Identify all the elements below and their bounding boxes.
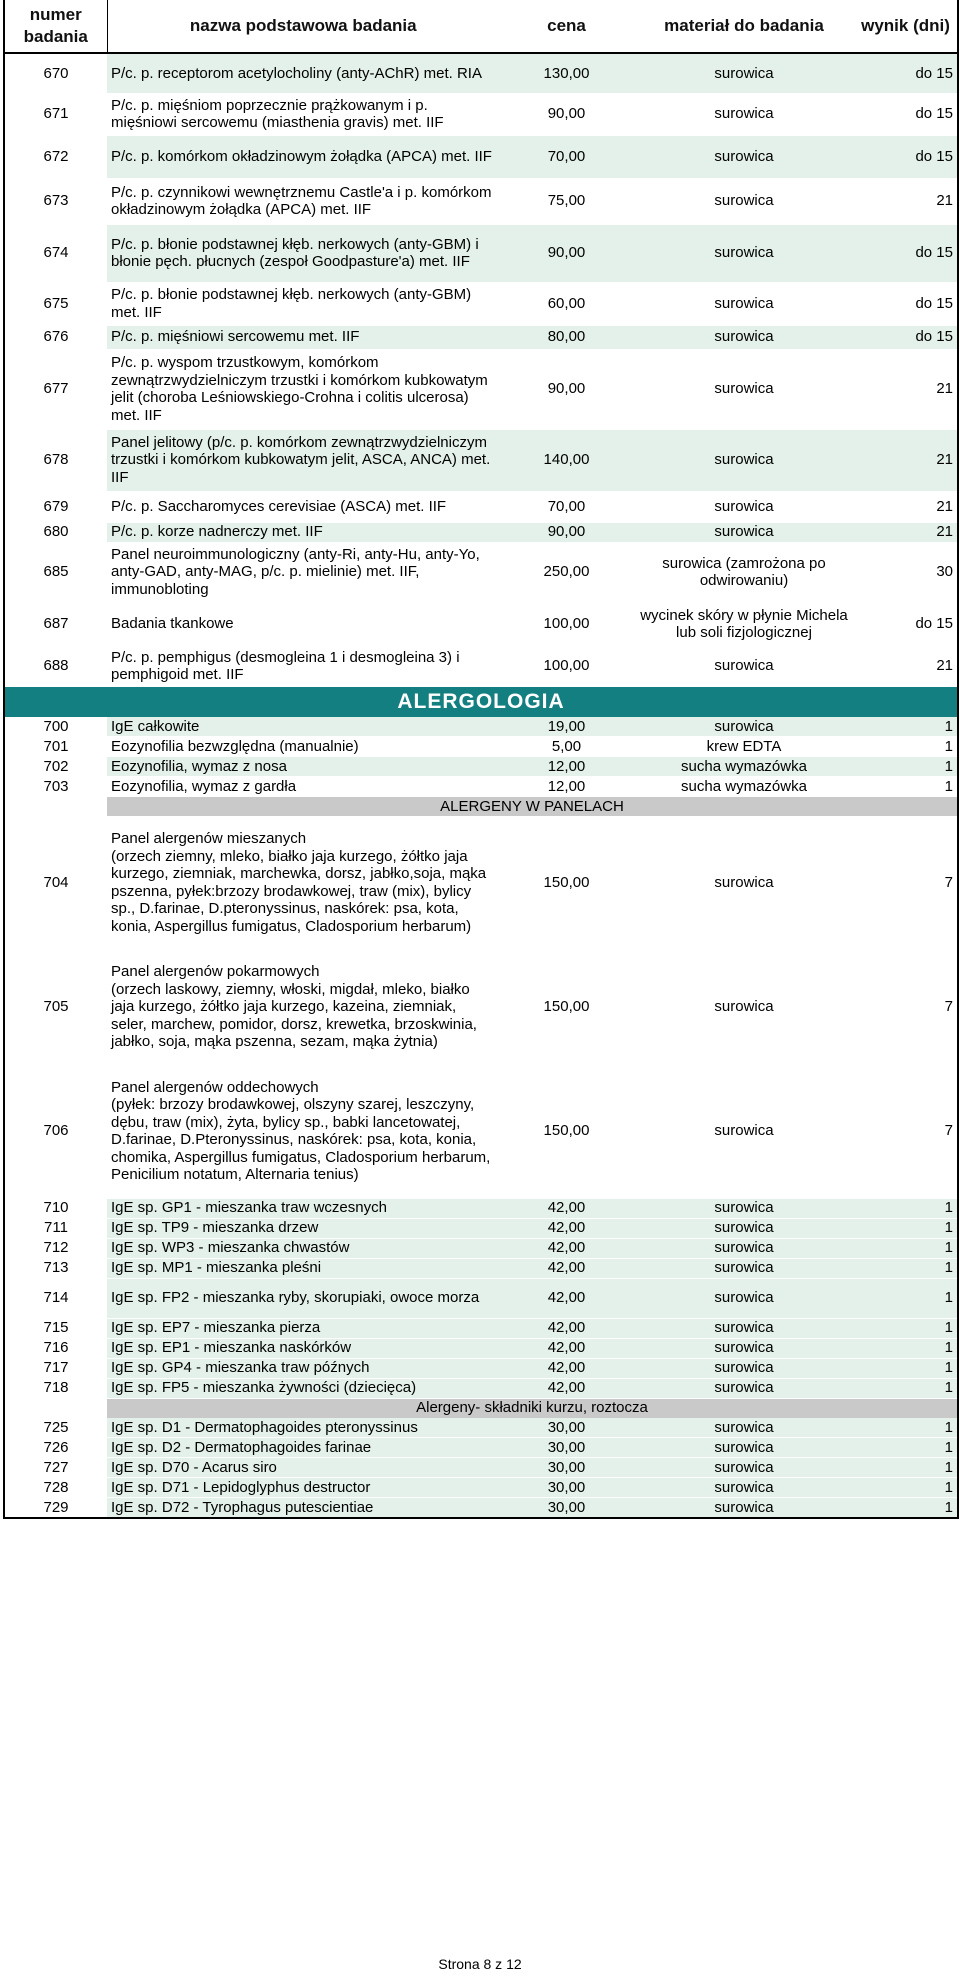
test-price: 250,00 — [499, 542, 634, 602]
table-row — [4, 1198, 958, 1218]
test-result-days: 1 — [854, 1438, 958, 1458]
test-name: Eozynofilia, wymaz z nosa — [107, 757, 499, 777]
table-row — [4, 224, 958, 282]
test-material: surowica — [634, 1338, 854, 1358]
test-result-days: 1 — [854, 1258, 958, 1278]
test-name: IgE sp. TP9 - mieszanka drzew — [107, 1218, 499, 1238]
test-name: P/c. p. komórkom okładzinowym żołądka (APCA) met. IIF — [107, 135, 499, 178]
test-name: IgE całkowite — [107, 717, 499, 737]
subsection-title: ALERGENY W PANELACH — [107, 797, 958, 817]
table-row — [4, 1418, 958, 1438]
test-material: surowica — [634, 325, 854, 349]
test-name: Eozynofilia, wymaz z gardła — [107, 777, 499, 797]
test-price: 80,00 — [499, 325, 634, 349]
test-price: 30,00 — [499, 1438, 634, 1458]
test-price: 5,00 — [499, 737, 634, 757]
test-material: surowica — [634, 93, 854, 135]
test-material: surowica — [634, 1418, 854, 1438]
test-number: 725 — [4, 1418, 107, 1438]
test-price: 70,00 — [499, 491, 634, 522]
test-name: Panel alergenów pokarmowych (orzech laskowy, ziemny, włoski, migdał, mleko, białko jaja kurzego, żółtko jaja kurzego, kazeina, ziemniak, seler, marchew, pomidor, dorsz, krewetka, brzoskwinia, jabłko, soja, mąka pszenna, sezam, mąka żytnia) — [107, 950, 499, 1064]
test-name: Panel neuroimmunologiczny (anty-Ri, anty-Hu, anty-Yo, anty-GAD, anty-MAG, p/c. p. mielinie) met. IIF, immunobloting — [107, 542, 499, 602]
table-row — [4, 1218, 958, 1238]
test-material: sucha wymazówka — [634, 777, 854, 797]
test-result-days: 1 — [854, 757, 958, 777]
test-number: 728 — [4, 1478, 107, 1498]
test-price: 19,00 — [499, 717, 634, 737]
test-price: 30,00 — [499, 1458, 634, 1478]
table-row — [4, 1378, 958, 1398]
test-result-days: 1 — [854, 1498, 958, 1518]
test-name: P/c. p. wyspom trzustkowym, komórkom zewnątrzwydzielniczym trzustki i komórkom kubkowatym jelit (choroba Leśniowskiego-Crohna i colitis ulcerosa) met. IIF — [107, 349, 499, 429]
test-result-days: 30 — [854, 542, 958, 602]
test-number: 687 — [4, 602, 107, 646]
test-material: surowica — [634, 646, 854, 686]
test-result-days: 1 — [854, 717, 958, 737]
test-result-days: do 15 — [854, 135, 958, 178]
table-row — [4, 1258, 958, 1278]
test-price: 150,00 — [499, 1064, 634, 1198]
table-row — [4, 1278, 958, 1318]
test-name: P/c. p. błonie podstawnej kłęb. nerkowych (anty-GBM) met. IIF — [107, 282, 499, 325]
test-material: surowica — [634, 349, 854, 429]
test-number: 726 — [4, 1438, 107, 1458]
table-row — [4, 1498, 958, 1518]
table-row — [4, 53, 958, 93]
test-result-days: 1 — [854, 1198, 958, 1218]
test-name: IgE sp. EP1 - mieszanka naskórków — [107, 1338, 499, 1358]
test-price: 130,00 — [499, 53, 634, 93]
test-name: IgE sp. WP3 - mieszanka chwastów — [107, 1238, 499, 1258]
test-price: 150,00 — [499, 816, 634, 950]
test-price: 90,00 — [499, 349, 634, 429]
test-name: Panel jelitowy (p/c. p. komórkom zewnątrzwydzielniczym trzustki i komórkom kubkowatym jelit, ASCA, ANCA) met. IIF — [107, 429, 499, 491]
test-number: 714 — [4, 1278, 107, 1318]
test-number: 673 — [4, 178, 107, 224]
test-price: 42,00 — [499, 1258, 634, 1278]
subsection-header — [4, 1398, 958, 1418]
section-title: ALERGOLOGIA — [4, 686, 958, 717]
test-number: 713 — [4, 1258, 107, 1278]
test-name: IgE sp. D1 - Dermatophagoides pteronyssinus — [107, 1418, 499, 1438]
table-row — [4, 737, 958, 757]
test-result-days: 7 — [854, 950, 958, 1064]
test-name: IgE sp. GP4 - mieszanka traw późnych — [107, 1358, 499, 1378]
test-result-days: 1 — [854, 1238, 958, 1258]
test-number: 710 — [4, 1198, 107, 1218]
test-material: surowica — [634, 491, 854, 522]
test-result-days: do 15 — [854, 93, 958, 135]
test-price: 90,00 — [499, 224, 634, 282]
table-row — [4, 282, 958, 325]
test-result-days: 1 — [854, 1418, 958, 1438]
test-price: 42,00 — [499, 1318, 634, 1338]
test-result-days: 21 — [854, 646, 958, 686]
test-material: surowica — [634, 522, 854, 542]
test-result-days: do 15 — [854, 282, 958, 325]
table-row — [4, 1064, 958, 1198]
test-price: 100,00 — [499, 602, 634, 646]
table-row — [4, 1238, 958, 1258]
test-number: 685 — [4, 542, 107, 602]
table-row — [4, 1358, 958, 1378]
test-number: 679 — [4, 491, 107, 522]
table-row — [4, 93, 958, 135]
test-result-days: do 15 — [854, 602, 958, 646]
test-number: 712 — [4, 1238, 107, 1258]
header-result: wynik (dni) — [854, 0, 958, 53]
test-price: 42,00 — [499, 1338, 634, 1358]
test-number: 676 — [4, 325, 107, 349]
table-header — [4, 0, 958, 53]
test-price: 90,00 — [499, 93, 634, 135]
test-result-days: 1 — [854, 1358, 958, 1378]
test-price: 42,00 — [499, 1238, 634, 1258]
test-name: IgE sp. D70 - Acarus siro — [107, 1458, 499, 1478]
test-number: 677 — [4, 349, 107, 429]
test-material: surowica — [634, 1378, 854, 1398]
test-material: sucha wymazówka — [634, 757, 854, 777]
test-name: P/c. p. błonie podstawnej kłęb. nerkowych (anty-GBM) i błonie pęch. płucnych (zespoł Goodpasture'a) met. IIF — [107, 224, 499, 282]
test-material: wycinek skóry w płynie Michela lub soli fizjologicznej — [634, 602, 854, 646]
test-name: Eozynofilia bezwzględna (manualnie) — [107, 737, 499, 757]
test-price: 42,00 — [499, 1378, 634, 1398]
test-number: 716 — [4, 1338, 107, 1358]
test-material: surowica — [634, 1064, 854, 1198]
test-result-days: do 15 — [854, 325, 958, 349]
table-row — [4, 1458, 958, 1478]
table-row — [4, 178, 958, 224]
test-price: 100,00 — [499, 646, 634, 686]
test-material: surowica — [634, 53, 854, 93]
test-name: IgE sp. MP1 - mieszanka pleśni — [107, 1258, 499, 1278]
test-number: 675 — [4, 282, 107, 325]
table-body — [4, 53, 958, 1518]
section-header — [4, 686, 958, 717]
test-material: surowica — [634, 1278, 854, 1318]
test-name: P/c. p. czynnikowi wewnętrznemu Castle'a i p. komórkom okładzinowym żołądka (APCA) met. IIF — [107, 178, 499, 224]
header-name: nazwa podstawowa badania — [107, 0, 499, 53]
test-price: 60,00 — [499, 282, 634, 325]
table-row — [4, 135, 958, 178]
test-number: 703 — [4, 777, 107, 797]
test-result-days: 1 — [854, 1278, 958, 1318]
test-number: 706 — [4, 1064, 107, 1198]
test-price: 42,00 — [499, 1358, 634, 1378]
test-result-days: 21 — [854, 349, 958, 429]
test-price: 30,00 — [499, 1418, 634, 1438]
test-result-days: do 15 — [854, 224, 958, 282]
test-material: surowica — [634, 816, 854, 950]
test-name: P/c. p. korze nadnerczy met. IIF — [107, 522, 499, 542]
test-result-days: 1 — [854, 1478, 958, 1498]
test-number: 705 — [4, 950, 107, 1064]
test-name: P/c. p. mięśniowi sercowemu met. IIF — [107, 325, 499, 349]
table-row — [4, 646, 958, 686]
test-name: IgE sp. D71 - Lepidoglyphus destructor — [107, 1478, 499, 1498]
test-number: 711 — [4, 1218, 107, 1238]
test-result-days: 1 — [854, 1338, 958, 1358]
test-material: surowica — [634, 224, 854, 282]
test-name: IgE sp. D72 - Tyrophagus putescientiae — [107, 1498, 499, 1518]
table-row — [4, 542, 958, 602]
table-row — [4, 1478, 958, 1498]
table-row — [4, 757, 958, 777]
test-material: surowica — [634, 135, 854, 178]
test-price: 42,00 — [499, 1218, 634, 1238]
table-row — [4, 950, 958, 1064]
test-result-days: 1 — [854, 1318, 958, 1338]
test-material: surowica — [634, 178, 854, 224]
table-row — [4, 602, 958, 646]
test-price: 150,00 — [499, 950, 634, 1064]
table-row — [4, 349, 958, 429]
test-price: 75,00 — [499, 178, 634, 224]
test-number: 671 — [4, 93, 107, 135]
test-material: surowica — [634, 950, 854, 1064]
test-result-days: 7 — [854, 1064, 958, 1198]
test-name: P/c. p. receptorom acetylocholiny (anty-AChR) met. RIA — [107, 53, 499, 93]
test-price: 12,00 — [499, 777, 634, 797]
test-material: surowica — [634, 429, 854, 491]
test-number: 672 — [4, 135, 107, 178]
test-name: IgE sp. EP7 - mieszanka pierza — [107, 1318, 499, 1338]
test-number: 670 — [4, 53, 107, 93]
test-number: 688 — [4, 646, 107, 686]
test-number: 701 — [4, 737, 107, 757]
test-price: 90,00 — [499, 522, 634, 542]
page-number: Strona 8 z 12 — [438, 1956, 522, 1972]
test-material: krew EDTA — [634, 737, 854, 757]
test-material: surowica — [634, 1438, 854, 1458]
test-price: 12,00 — [499, 757, 634, 777]
test-result-days: do 15 — [854, 53, 958, 93]
test-number: 729 — [4, 1498, 107, 1518]
test-material: surowica — [634, 282, 854, 325]
test-result-days: 21 — [854, 522, 958, 542]
subsection-header — [4, 797, 958, 817]
test-material: surowica — [634, 1318, 854, 1338]
test-price: 30,00 — [499, 1478, 634, 1498]
test-name: P/c. p. mięśniom poprzecznie prążkowanym i p. mięśniowi sercowemu (miasthenia gravis) met. IIF — [107, 93, 499, 135]
test-price: 30,00 — [499, 1498, 634, 1518]
table-row — [4, 1338, 958, 1358]
test-number: 727 — [4, 1458, 107, 1478]
test-name: P/c. p. pemphigus (desmogleina 1 i desmogleina 3) i pemphigoid met. IIF — [107, 646, 499, 686]
test-material: surowica — [634, 1498, 854, 1518]
test-result-days: 7 — [854, 816, 958, 950]
test-result-days: 21 — [854, 178, 958, 224]
test-material: surowica — [634, 1218, 854, 1238]
test-price: 70,00 — [499, 135, 634, 178]
test-name: Panel alergenów oddechowych (pyłek: brzozy brodawkowej, olszyny szarej, leszczyny, dębu, traw (mix), żyta, bylicy sp., babki lancetowatej, D.farinae, D.Pteronyssinus, naskórek: psa, kota, konia, chomika, Aspergillus fumigatus, Cladosporium herbarum, Penicilium notatum, Alternaria tenius) — [107, 1064, 499, 1198]
test-name: IgE sp. FP2 - mieszanka ryby, skorupiaki, owoce morza — [107, 1278, 499, 1318]
test-material: surowica (zamrożona po odwirowaniu) — [634, 542, 854, 602]
test-result-days: 21 — [854, 491, 958, 522]
table-row — [4, 777, 958, 797]
test-name: IgE sp. FP5 - mieszanka żywności (dziecięca) — [107, 1378, 499, 1398]
test-number: 718 — [4, 1378, 107, 1398]
price-list-table — [3, 0, 959, 1519]
table-row — [4, 1438, 958, 1458]
table-row — [4, 1318, 958, 1338]
test-name: IgE sp. D2 - Dermatophagoides farinae — [107, 1438, 499, 1458]
test-name: Panel alergenów mieszanych (orzech ziemny, mleko, białko jaja kurzego, żółtko jaja kurzego, ziemniak, marchewka, dorsz, jabłko,soja, mąka pszenna, pyłek:brzozy brodawkowej, traw (mix), bylicy sp., D.farinae, D.pteronyssinus, naskórek: psa, kota, konia, Aspergillus fumigatus, Cladosporium herbarum) — [107, 816, 499, 950]
test-number: 715 — [4, 1318, 107, 1338]
test-material: surowica — [634, 1458, 854, 1478]
test-result-days: 21 — [854, 429, 958, 491]
test-number: 717 — [4, 1358, 107, 1378]
test-name: P/c. p. Saccharomyces cerevisiae (ASCA) met. IIF — [107, 491, 499, 522]
test-result-days: 1 — [854, 1378, 958, 1398]
table-row — [4, 522, 958, 542]
test-material: surowica — [634, 1258, 854, 1278]
test-result-days: 1 — [854, 737, 958, 757]
test-price: 140,00 — [499, 429, 634, 491]
test-result-days: 1 — [854, 1218, 958, 1238]
test-number: 674 — [4, 224, 107, 282]
test-name: IgE sp. GP1 - mieszanka traw wczesnych — [107, 1198, 499, 1218]
table-row — [4, 325, 958, 349]
test-name: Badania tkankowe — [107, 602, 499, 646]
test-number: 678 — [4, 429, 107, 491]
test-result-days: 1 — [854, 1458, 958, 1478]
test-price: 42,00 — [499, 1198, 634, 1218]
subsection-title: Alergeny- składniki kurzu, roztocza — [107, 1398, 958, 1418]
table-row — [4, 717, 958, 737]
test-number: 680 — [4, 522, 107, 542]
table-row — [4, 816, 958, 950]
table-row — [4, 491, 958, 522]
test-number: 700 — [4, 717, 107, 737]
header-number: numer badania — [4, 0, 107, 53]
header-material: materiał do badania — [634, 0, 854, 53]
test-material: surowica — [634, 717, 854, 737]
test-material: surowica — [634, 1198, 854, 1218]
test-number: 702 — [4, 757, 107, 777]
table-row — [4, 429, 958, 491]
test-material: surowica — [634, 1358, 854, 1378]
test-number: 704 — [4, 816, 107, 950]
test-material: surowica — [634, 1478, 854, 1498]
test-price: 42,00 — [499, 1278, 634, 1318]
header-price: cena — [499, 0, 634, 53]
test-result-days: 1 — [854, 777, 958, 797]
test-material: surowica — [634, 1238, 854, 1258]
